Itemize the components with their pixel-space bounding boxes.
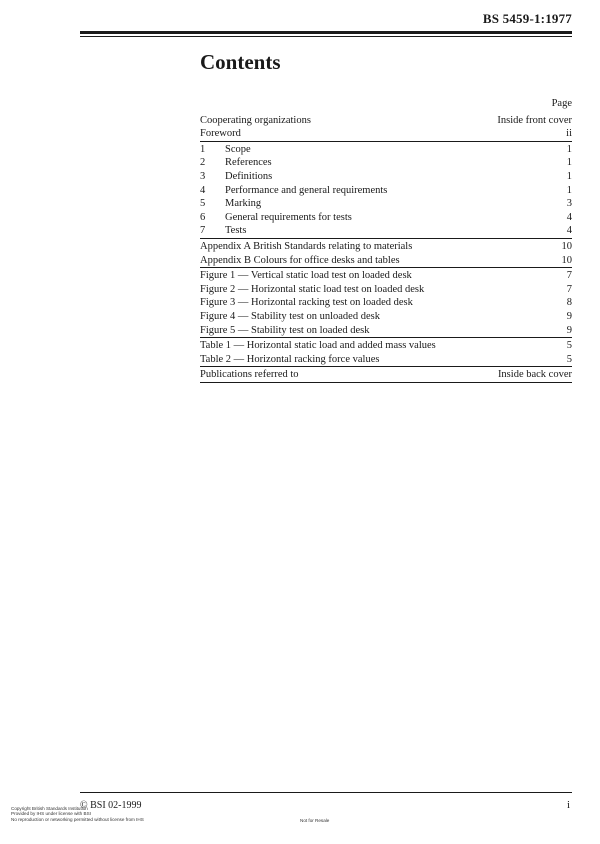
toc-entry-label: Tests <box>225 225 247 237</box>
license-line: Provided by IHS under license with BSI <box>11 811 91 817</box>
toc-entry-page: 4 <box>566 211 572 223</box>
toc-entry-label: General requirements for tests <box>225 211 352 223</box>
toc-entry[interactable] <box>200 353 572 367</box>
toc-entry-page: 10 <box>561 254 572 266</box>
toc-entry-page: Inside back cover <box>497 369 572 381</box>
copyright-notice: © BSI 02-1999 <box>80 800 142 811</box>
header-rule-thin <box>80 36 572 37</box>
toc-figures-group <box>200 268 572 337</box>
toc-appendices-group <box>200 239 572 267</box>
toc-entry[interactable] <box>200 283 572 297</box>
page-title: Contents <box>200 50 281 74</box>
toc-entry-page: 1 <box>566 184 572 196</box>
toc-entry[interactable] <box>200 368 572 382</box>
toc-entry[interactable] <box>200 114 572 128</box>
toc-entry-page: 1 <box>566 143 572 155</box>
section-number: 1 <box>200 143 206 155</box>
footer-rule <box>80 792 572 793</box>
header-rule <box>80 31 572 34</box>
toc-entry[interactable] <box>200 197 572 211</box>
toc-entry[interactable] <box>200 296 572 310</box>
document-code: BS 5459-1:1977 <box>482 11 572 26</box>
toc-entry-page: 9 <box>566 310 572 322</box>
toc-entry[interactable] <box>200 143 572 157</box>
toc-entry-label: Publications referred to <box>200 369 299 381</box>
toc-entry-label: Figure 2 — Horizontal static load test on loaded desk <box>200 283 425 295</box>
section-number: 3 <box>200 170 206 182</box>
toc-entry[interactable] <box>200 224 572 238</box>
toc-entry-label: Figure 1 — Vertical static load test on loaded desk <box>200 270 412 282</box>
toc-back-group <box>200 367 572 382</box>
toc-entry-label: Foreword <box>200 128 241 140</box>
toc-sections-group <box>200 142 572 238</box>
page-number: i <box>566 799 570 811</box>
toc-entry[interactable] <box>200 324 572 338</box>
toc-entry-page: 5 <box>566 353 572 365</box>
toc-entry[interactable] <box>200 211 572 225</box>
toc-entry[interactable] <box>200 254 572 268</box>
toc-entry-page: 7 <box>566 270 572 282</box>
page-column-heading: Page <box>551 98 572 109</box>
license-line: No reproduction or networking permitted without license from IHS <box>11 816 144 822</box>
toc-entry-label: Table 1 — Horizontal static load and added mass values <box>200 340 436 352</box>
section-number: 2 <box>200 157 206 169</box>
toc-entry[interactable] <box>200 156 572 170</box>
toc-front-group <box>200 113 572 141</box>
toc-entry-page: ii <box>566 128 572 140</box>
toc-entry[interactable] <box>200 310 572 324</box>
toc-entry-page: Inside front cover <box>497 114 572 126</box>
toc-entry-page: 1 <box>566 157 572 169</box>
toc-entry-page: 3 <box>566 198 572 210</box>
toc-entry-page: 9 <box>566 324 572 336</box>
toc-entry-page: 4 <box>566 225 572 237</box>
toc-entry-label: Figure 5 — Stability test on loaded desk <box>200 324 370 336</box>
toc-entry[interactable] <box>200 170 572 184</box>
toc-entry-label: Scope <box>225 143 251 155</box>
toc-entry-label: Appendix A British Standards relating to materials <box>200 240 413 252</box>
table-of-contents <box>200 97 572 383</box>
license-line: Copyright British Standards Institution <box>11 806 88 811</box>
toc-entry[interactable] <box>200 339 572 353</box>
toc-entry-label: Figure 3 — Horizontal racking test on loaded desk <box>200 297 413 309</box>
toc-entry-label: References <box>225 157 272 169</box>
toc-entry[interactable] <box>200 184 572 198</box>
toc-entry[interactable] <box>200 127 572 141</box>
toc-entry-page: 10 <box>561 240 572 252</box>
toc-entry-label: Appendix B Colours for office desks and tables <box>200 254 400 266</box>
toc-entry-label: Performance and general requirements <box>225 184 388 196</box>
section-number: 6 <box>200 211 206 223</box>
section-number: 7 <box>200 225 206 237</box>
toc-entry-label: Definitions <box>225 170 273 182</box>
section-number: 5 <box>200 198 206 210</box>
toc-entry-label: Marking <box>225 198 262 210</box>
resale-notice: Not for Resale <box>300 818 330 823</box>
toc-entry-page: 7 <box>566 283 572 295</box>
license-watermark <box>11 806 144 822</box>
toc-entry[interactable] <box>200 240 572 254</box>
toc-entry-label: Cooperating organizations <box>200 114 311 126</box>
toc-entry-page: 1 <box>566 170 572 182</box>
toc-entry[interactable] <box>200 269 572 283</box>
toc-entry-label: Table 2 — Horizontal racking force values <box>200 353 380 365</box>
toc-entry-label: Figure 4 — Stability test on unloaded desk <box>200 310 380 322</box>
toc-entry-page: 5 <box>566 340 572 352</box>
section-number: 4 <box>200 184 206 196</box>
toc-divider <box>200 382 572 383</box>
toc-entry-page: 8 <box>566 297 572 309</box>
toc-tables-group <box>200 338 572 366</box>
